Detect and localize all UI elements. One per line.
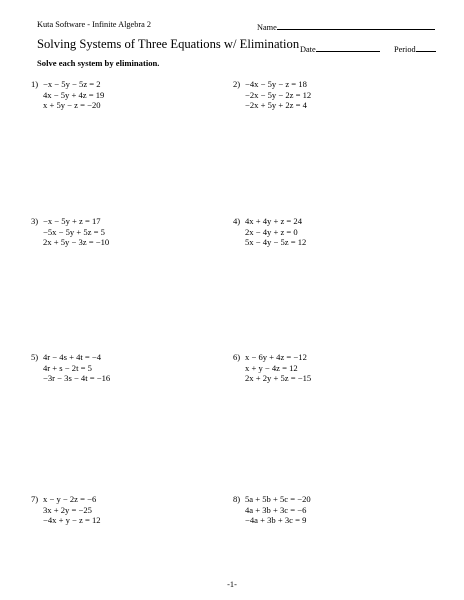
problem-number: 6) [233,352,241,362]
date-line [316,42,380,52]
page-number: -1- [227,580,237,589]
problem-number: 7) [31,494,39,504]
name-line [277,20,435,30]
equation: 4r − 4s + 4t = −4 [43,352,102,362]
problem-4 [233,216,306,248]
problem-1 [31,79,104,111]
equation: x − y − 2z = −6 [43,494,97,504]
instructions: Solve each system by elimination. [37,58,160,68]
equation: 4a + 3b + 3c = −6 [245,504,307,515]
equation: −3r − 3s − 4t = −16 [43,373,111,383]
equation: 5a + 5b + 5c = −20 [245,494,311,504]
equation: 2x + 5y − 3z = −10 [43,237,110,247]
equation: x − 6y + 4z = −12 [245,352,307,362]
problem-number: 1) [31,79,39,89]
problem-5 [31,352,110,384]
equation: 2x + 2y + 5z = −15 [245,373,312,383]
problem-7 [31,494,101,526]
period-line [416,42,436,52]
equation: x + y − 4z = 12 [245,362,298,373]
equation: −x − 5y + z = 17 [43,216,101,226]
equation: 4x − 5y + 4z = 19 [43,89,105,100]
problem-3 [31,216,109,248]
equation: −4x − 5y − z = 18 [245,79,307,89]
problem-number: 2) [233,79,241,89]
problem-2 [233,79,311,111]
equation: −4x + y − z = 12 [43,515,101,525]
equation: 4r + s − 2t = 5 [43,362,92,373]
page-title: Solving Systems of Three Equations w/ Elimination [37,37,300,51]
equation: 4x + 4y + z = 24 [245,216,303,226]
problem-number: 8) [233,494,241,504]
name-field[interactable] [257,20,435,32]
problem-8 [233,494,311,526]
equation: −2x − 5y − 2z = 12 [245,89,312,100]
problem-6 [233,352,311,384]
equation: x + 5y − z = −20 [43,100,101,110]
problem-number: 5) [31,352,39,362]
equation: −4a + 3b + 3c = 9 [245,515,307,525]
software-label: Kuta Software - Infinite Algebra 2 [37,20,152,29]
period-field[interactable] [394,42,436,54]
date-label: Date [300,45,316,54]
equation: −x − 5y − 5z = 2 [43,79,101,89]
name-label: Name [257,23,277,32]
equation: −5x − 5y + 5z = 5 [43,226,105,237]
equation: −2x + 5y + 2z = 4 [245,100,307,110]
date-field[interactable] [300,42,380,54]
period-label: Period [394,45,416,54]
problem-number: 4) [233,216,241,226]
equation: 3x + 2y = −25 [43,504,92,515]
equation: 2x − 4y + z = 0 [245,226,298,237]
equation: 5x − 4y − 5z = 12 [245,237,307,247]
problem-number: 3) [31,216,39,226]
